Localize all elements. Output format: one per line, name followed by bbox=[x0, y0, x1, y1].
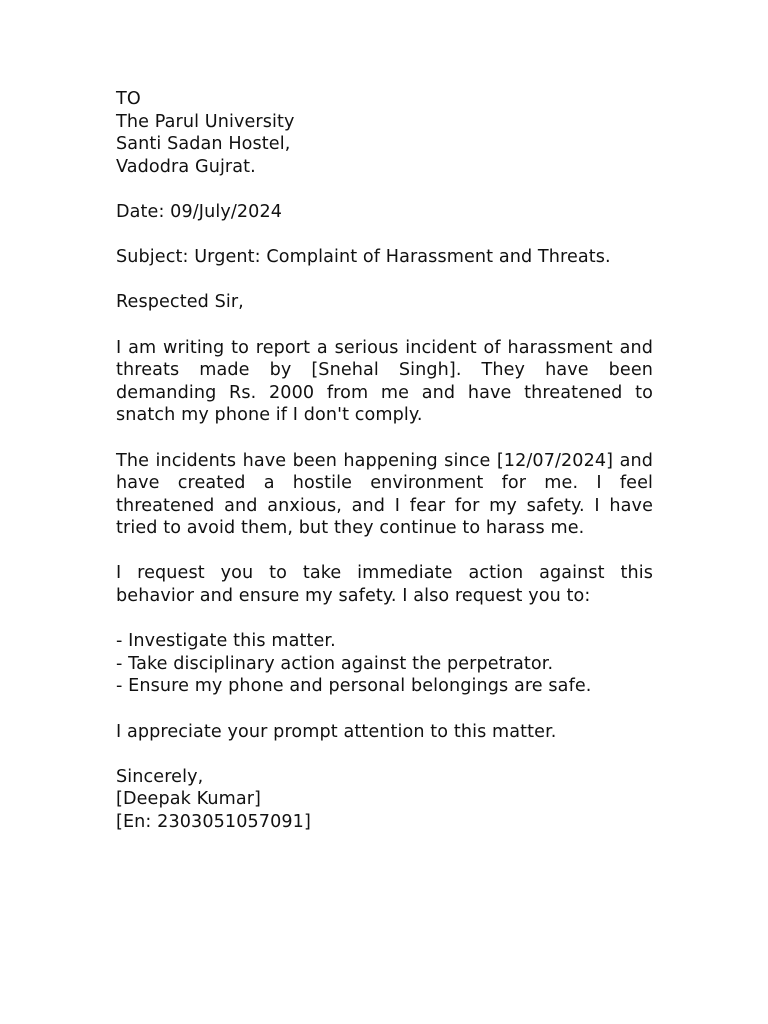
recipient-hostel: Santi Sadan Hostel, bbox=[116, 134, 291, 155]
letter bbox=[116, 88, 653, 834]
request-item: - Take disciplinary action against the perpetrator. bbox=[116, 653, 554, 674]
sender-name: [Deepak Kumar] bbox=[116, 789, 262, 810]
body-paragraph-1: I am writing to report a serious incident of harassment and threats made by [Snehal Singh]. They have been demanding Rs. 2000 from me and have threatened to snatch my phone if I don't comply. bbox=[116, 337, 653, 426]
request-list bbox=[116, 630, 653, 698]
recipient-block bbox=[116, 88, 653, 178]
request-item: - Ensure my phone and personal belongings are safe. bbox=[116, 676, 592, 697]
body-paragraph-3: I request you to take immediate action against this behavior and ensure my safety. I also request you to: bbox=[116, 563, 653, 607]
sender-enrollment: [En: 2303051057091] bbox=[116, 812, 311, 832]
recipient-city: Vadodra Gujrat. bbox=[116, 156, 256, 177]
body-paragraph-2: The incidents have been happening since [12/07/2024] and have created a hostile environment for me. I feel threatened and anxious, and I fear for my safety. I have tried to avoid them, but they continue to harass me. bbox=[116, 450, 653, 539]
recipient-to: TO bbox=[116, 89, 141, 109]
signature-block bbox=[116, 766, 653, 834]
request-item: - Investigate this matter. bbox=[116, 631, 336, 652]
letter-date: Date: 09/July/2024 bbox=[116, 201, 283, 222]
salutation: Respected Sir, bbox=[116, 292, 244, 313]
closing-sentence: I appreciate your prompt attention to this matter. bbox=[116, 721, 557, 742]
letter-subject: Subject: Urgent: Complaint of Harassment and Threats. bbox=[116, 247, 611, 268]
signoff-closing: Sincerely, bbox=[116, 766, 204, 787]
recipient-institution: The Parul University bbox=[116, 111, 295, 132]
